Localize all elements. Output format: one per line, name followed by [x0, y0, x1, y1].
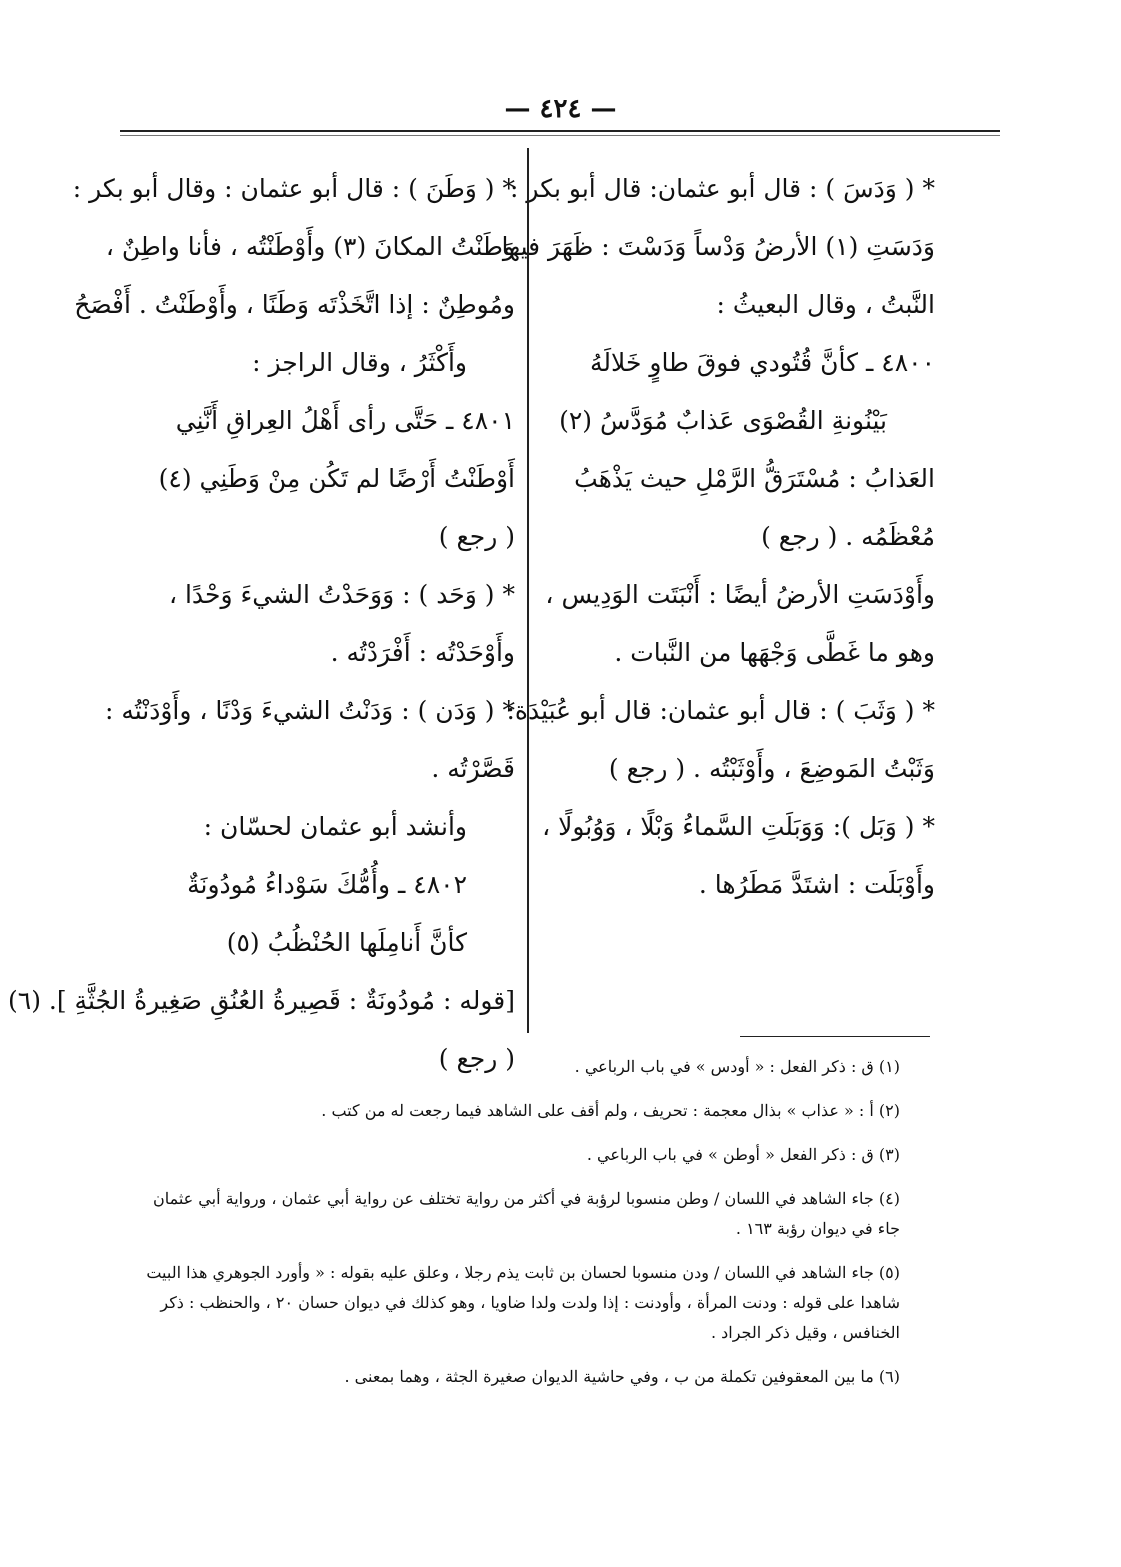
header-rule [120, 130, 1000, 132]
entry-line: مُعْظَمُه . ( رجع ) [761, 522, 935, 551]
entry-line: ( رجع ) [438, 1044, 515, 1073]
entry-line: وهو ما غَطَّى وَجْهَها من النَّبات . [614, 638, 935, 667]
entry-line: وأَكْثَرُ ، وقال الراجز : [252, 348, 467, 377]
page-number: — ٤٢٤ — [504, 94, 617, 124]
footnote: (١) ق : ذكر الفعل : « أودس » في باب الرباعي . [574, 1057, 900, 1076]
entry-line: وأَوْبَلَت : اشتَدَّ مَطَرُها . [698, 870, 935, 899]
verse-line: أَوْطَنْتُ أَرْضًا لم تَكُن مِنْ وَطَنِي (٤) [158, 464, 515, 493]
footnotes [130, 1052, 900, 1406]
entry-line: العَذابُ : مُسْتَرَقُّ الرَّمْلِ حيث يَذْهَبُ [574, 464, 935, 493]
footnote-rule [740, 1036, 930, 1037]
entry-line: [قوله : مُودُونَةٌ : قَصِيرةُ العُنُقِ صَغِيرةُ الجُثَّةِ ]. (٦) [8, 986, 515, 1015]
entry-line: * ( وَبَل ): وَوَبَلَتِ السَّماءُ وَبْلًا ، وَوُبُولًا ، [542, 812, 935, 841]
header-rule-thin [120, 135, 1000, 136]
entry-line: وأنشد أبو عثمان لحسّان : [203, 812, 467, 841]
footnote: (٤) جاء الشاهد في اللسان / وطن منسوبا لرؤبة في أكثر من رواية تختلف عن رواية أبي عثمان ، ورواية أبي عثمان جاء في ديوان رؤبة ١٦٣ . [152, 1189, 900, 1238]
footnote: (٦) ما بين المعقوفين تكملة من ب ، وفي حاشية الديوان صغيرة الجثة ، وهما بمعنى . [344, 1367, 900, 1386]
entry-line: * ( وَطَنَ ) : قال أبو عثمان : وقال أبو بكر : [72, 174, 515, 203]
entry-line: وَدَسَتِ (١) الأرضُ وَدْساً وَدَسْتَ : ظَهَرَ فيها [501, 232, 935, 261]
verse-line: كأنَّ أَنامِلَها الحُنْظُبُ (٥) [226, 928, 467, 957]
entry-line: ( رجع ) [438, 522, 515, 551]
entry-line: قَصَّرْتُه . [431, 754, 515, 783]
footnote: (٢) أ : « عذاب » بذال معجمة : تحريف ، ولم أقف على الشاهد فيما رجعت له من كتب . [321, 1101, 900, 1120]
footnote: (٥) جاء الشاهد في اللسان / ودن منسوبا لحسان بن ثابت يذم رجلا ، وعلق عليه بقوله : « وأورد الجوهري هذا البيت شاهدا على قوله : ودنت المرأة ، وأودنت : إذا ولدت ولدا ضاويا ، وهو كذلك في ديوان حسان ٢٠ ، والحنظب : ذكر الخنافس ، وقيل ذكر الجراد . [146, 1263, 900, 1342]
entry-line: وأَوْحَدْتُه : أَفْرَدْتُه . [330, 638, 515, 667]
verse-line: ٤٨٠١ ـ حَتَّى رأى أَهْلُ العِراقِ أَنَّنِي [175, 406, 515, 435]
right-column [501, 160, 935, 914]
verse-line: ٤٨٠٢ ـ وأُمُّكَ سَوْداءُ مُودُونَةٌ [187, 870, 467, 899]
column-divider [527, 148, 529, 1033]
entry-line: وأَوْدَسَتِ الأرضُ أيضًا : أَنْبَتَت الوَدِيس ، [545, 580, 935, 609]
entry-line: * ( وَثَبَ ) : قال أبو عثمان: قال أبو عُبَيْدَة: [506, 696, 935, 725]
entry-line: * ( وَدَسَ ) : قال أبو عثمان: قال أبو بكر : [510, 174, 935, 203]
entry-line: النَّبتُ ، وقال البعيثُ : [716, 290, 935, 319]
entry-line: * ( وَحَد ) : وَوَحَدْتُ الشيءَ وَحْدًا ، [168, 580, 515, 609]
footnote: (٣) ق : ذكر الفعل « أوطن » في باب الرباعي . [586, 1145, 900, 1164]
entry-line: * ( وَدَن ) : وَدَنْتُ الشيءَ وَدْنًا ، وأَوْدَنْتُه : [104, 696, 515, 725]
left-column [8, 160, 515, 1088]
entry-line: وَطَنْتُ المكانَ (٣) وأَوْطَنْتُه ، فأنا واطِنٌ ، [105, 232, 515, 261]
entry-line: وَثَبْتُ المَوضِعَ ، وأَوْثَبْتُه . ( رجع ) [608, 754, 935, 783]
verse-line: بَيْنُونةِ القُصْوَى عَذابٌ مُوَدَّسُ (٢) [559, 406, 887, 435]
entry-line: ومُوطِنٌ : إذا اتَّخَذْتَه وَطَنًا ، وأَوْطَنْتُ . أَفْصَحُ [74, 290, 515, 319]
verse-line: ٤٨٠٠ ـ كأنَّ قُتُودي فوقَ طاوٍ خَلالَهُ [590, 348, 935, 377]
